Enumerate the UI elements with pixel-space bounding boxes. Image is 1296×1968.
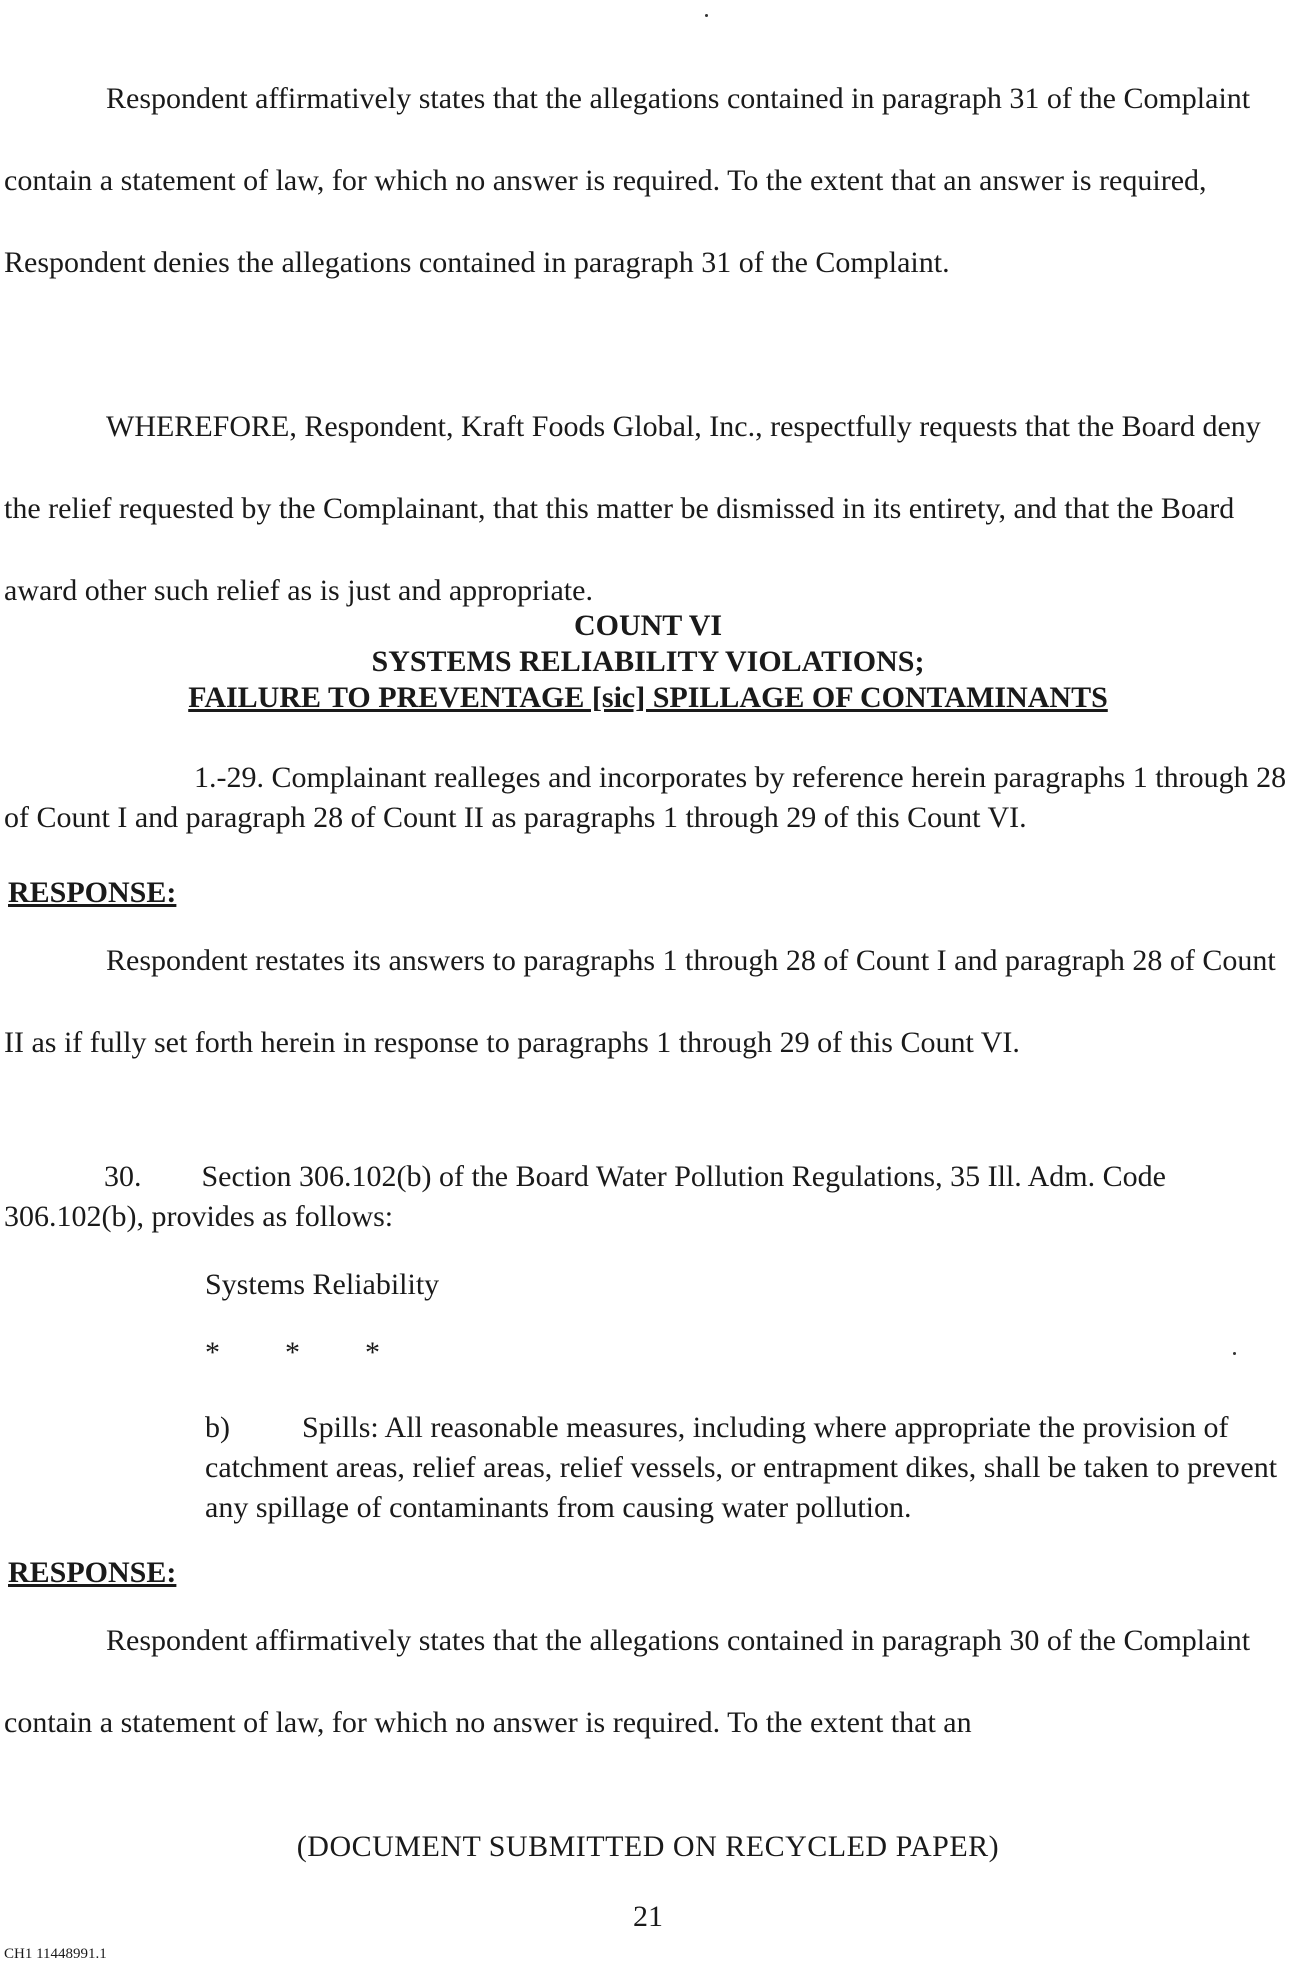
- paragraph-response-30: Respondent affirmatively states that the allegations contained in paragraph 30 of the Complaint contain a statement of law, for which no answer is required. To the extent that an: [4, 1624, 1251, 1739]
- quote-item-label: b): [205, 1411, 230, 1444]
- response-label: RESPONSE:: [8, 876, 177, 909]
- document-id: CH1 11448991.1: [4, 1946, 107, 1962]
- asterisk: *: [365, 1336, 380, 1369]
- count-title: COUNT VI: [573, 609, 723, 642]
- count-heading: [0, 608, 1296, 716]
- count-subtitle: SYSTEMS RELIABILITY VIOLATIONS;: [371, 645, 925, 678]
- paragraph-restates: Respondent restates its answers to paragraphs 1 through 28 of Count I and paragraph 28 of Count II as if fully set forth herein in response to paragraphs 1 through 29 of this Count VI.: [4, 944, 1276, 1059]
- response-label-2: RESPONSE:: [8, 1556, 177, 1589]
- asterisk: *: [205, 1336, 220, 1369]
- recycled-paper-note: (DOCUMENT SUBMITTED ON RECYCLED PAPER): [296, 1830, 1000, 1863]
- paragraph-response-31: Respondent affirmatively states that the allegations contained in paragraph 31 of the Complaint contain a statement of law, for which no answer is required. To the extent that an answer is required, Respondent denies the allegations contained in paragraph 31 of the Complaint.: [4, 82, 1251, 279]
- quoted-regulation: [205, 1408, 1290, 1528]
- paragraph-30: 30. Section 306.102(b) of the Board Water Pollution Regulations, 35 Ill. Adm. Code 306.102(b), provides as follows:: [4, 1160, 1166, 1233]
- page-number: 21: [633, 1900, 663, 1933]
- scan-speck: [705, 14, 708, 17]
- quote-title: Systems Reliability: [205, 1268, 440, 1301]
- quote-item-text: Spills: All reasonable measures, including where appropriate the provision of catchment areas, relief areas, relief vessels, or entrapment dikes, shall be taken to prevent any spillage of contaminants from causing water pollution.: [205, 1411, 1278, 1524]
- count-subtitle-underlined: FAILURE TO PREVENTAGE [sic] SPILLAGE OF CONTAMINANTS: [188, 681, 1108, 714]
- paragraph-realleges: 1.-29. Complainant realleges and incorporates by reference herein paragraphs 1 through 28 of Count I and paragraph 28 of Count II as paragraphs 1 through 29 of this Count VI.: [4, 761, 1287, 834]
- asterisk: *: [285, 1336, 300, 1369]
- paragraph-wherefore: WHEREFORE, Respondent, Kraft Foods Global, Inc., respectfully requests that the Board deny the relief requested by the Complainant, that this matter be dismissed in its entirety, and that the Board award other such relief as is just and appropriate.: [4, 410, 1261, 607]
- scan-speck: [1233, 1352, 1236, 1355]
- quote-ellipsis: [205, 1336, 445, 1370]
